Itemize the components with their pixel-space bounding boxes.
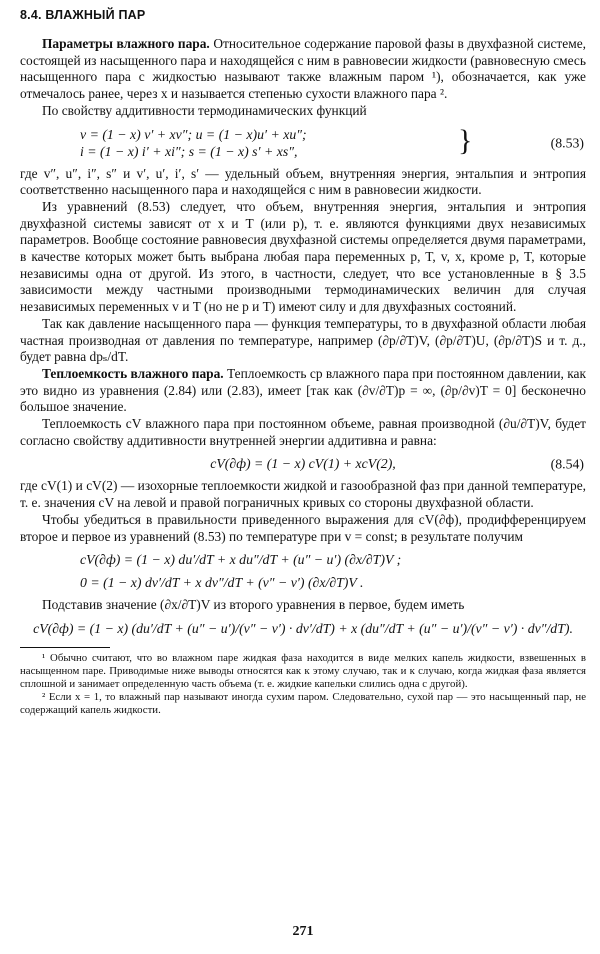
equation-cv-result-body: cV(∂ф) = (1 − x) (du′/dT + (u″ − u′)/(v″ − v′) · dv′/dT) + x (du″/dT + (u″ − u′)/(v″ − v′) · dv″/dT).: [33, 620, 573, 636]
equation-8-54-body: cV(∂ф) = (1 − x) cV(1) + xcV(2),: [210, 456, 396, 472]
paragraph-9: Чтобы убедиться в правильности приведенного выражения для cV(∂ф), продифференцируем второе и первое из уравнений (8.53) по температуре при v = const; в результате получим: [20, 511, 586, 544]
equation-8-53-line-2: i = (1 − x) i′ + xi″; s = (1 − x) s′ + xs″,: [80, 143, 298, 159]
paragraph-3: где v″, u″, i″, s″ и v′, u′, i′, s′ — удельный объем, внутренняя энергия, энтальпия и энтропия соответственно насыщенного пара и находящейся с ним в равновесии жидкости.: [20, 165, 586, 198]
page-number: 271: [292, 924, 314, 939]
paragraph-6: [20, 366, 586, 416]
paragraph-6-heading: Теплоемкость влажного пара.: [42, 365, 224, 381]
equation-8-54: [20, 455, 586, 472]
equation-brace: }: [458, 123, 473, 157]
page: [20, 8, 586, 939]
equation-derivative-v-body: 0 = (1 − x) dv′/dT + x dv″/dT + (v″ − v′) (∂x/∂T)V .: [80, 575, 364, 591]
equation-8-53: [20, 123, 586, 160]
footnote-rule: [20, 647, 110, 648]
footnote-2: ² Если x = 1, то влажный пар называют иногда сухим паром. Следовательно, сухой пар — это насыщенный пар, не содержащий капель жидкости.: [20, 690, 586, 716]
paragraph-4: Из уравнений (8.53) следует, что объем, внутренняя энергия, энтальпия и энтропия двухфазной системы зависят от x и T (или p), т. е. являются функциями двух независимых параметров. Вообще состояние равновесия двухфазной системы определяется двумя параметрами, в качестве которых может быть выбрана любая пара переменных p, T, v, x, кроме p, T, которые независимы одна от другой. Из этого, в частности, следует, что все установленные в § 3.5 зависимости между частными производными термодинамических величин для случая независимых переменных v и T (но не p и T) имеют силу и для двухфазных состояний.: [20, 198, 586, 315]
equation-derivative-u-body: cV(∂ф) = (1 − x) du′/dT + x du″/dT + (u″ − u′) (∂x/∂T)V ;: [80, 552, 402, 568]
paragraph-5: Так как давление насыщенного пара — функция температуры, то в двухфазной области любая частная производная от давления по температуре, например (∂p/∂T)V, (∂p/∂T)U, (∂p/∂T)S и т. д., будет равна dpₛ/dT.: [20, 315, 586, 365]
paragraph-2: По свойству аддитивности термодинамических функций: [42, 102, 367, 118]
footnote-1: ¹ Обычно считают, что во влажном паре жидкая фаза находится в виде мелких капель жидкости, взвешенных в насыщенном паре. Приводимые ниже выводы относятся как к этому случаю, так и к случаю, когда жидкая фаза является сплошной и занимает определенную часть объема (т. е. жидкие капельки слились одна с другой).: [20, 651, 586, 690]
equation-8-54-number: (8.54): [550, 456, 584, 472]
equation-8-53-line-1: v = (1 − x) v′ + xv″; u = (1 − x)u′ + xu″;: [80, 126, 307, 142]
equation-8-53-number: (8.53): [550, 135, 584, 151]
paragraph-10: Подставив значение (∂x/∂T)V из второго уравнения в первое, будем иметь: [42, 597, 465, 613]
equation-derivative-v: [20, 574, 586, 591]
equation-cv-result: [20, 620, 586, 637]
paragraph-6-text: Теплоемкость cp влажного пара при постоянном давлении, как это видно из уравнения (2.84) или (2.83), имеет [так как (∂v/∂T)p = ∞, (∂p/∂v)T = 0] бесконечно большое значение.: [20, 365, 586, 415]
paragraph-1: [20, 36, 586, 103]
equation-derivative-u: [20, 551, 586, 568]
paragraph-8: где cV(1) и cV(2) — изохорные теплоемкости жидкой и газообразной фаз при данной температуре, т. е. значения cV на левой и правой пограничных кривых со стороны двухфазной области.: [20, 478, 586, 511]
section-header: 8.4. ВЛАЖНЫЙ ПАР: [20, 8, 146, 22]
paragraph-7: Теплоемкость cV влажного пара при постоянном объеме, равная производной (∂u/∂T)V, будет согласно свойству аддитивности внутренней энергии аддитивна и равна:: [20, 416, 586, 448]
paragraph-1-text: Относительное содержание паровой фазы в двухфазной системе, состоящей из насыщенного пара и находящейся с ним в равновесии жидкости (равновесную смесь насыщенного пара с жидкостью называют также влажным паром ¹), обозначается, как уже отмечалось ранее, через x и называется степенью сухости влажного пара ².: [20, 36, 586, 102]
paragraph-1-heading: Параметры влажного пара.: [42, 36, 210, 51]
